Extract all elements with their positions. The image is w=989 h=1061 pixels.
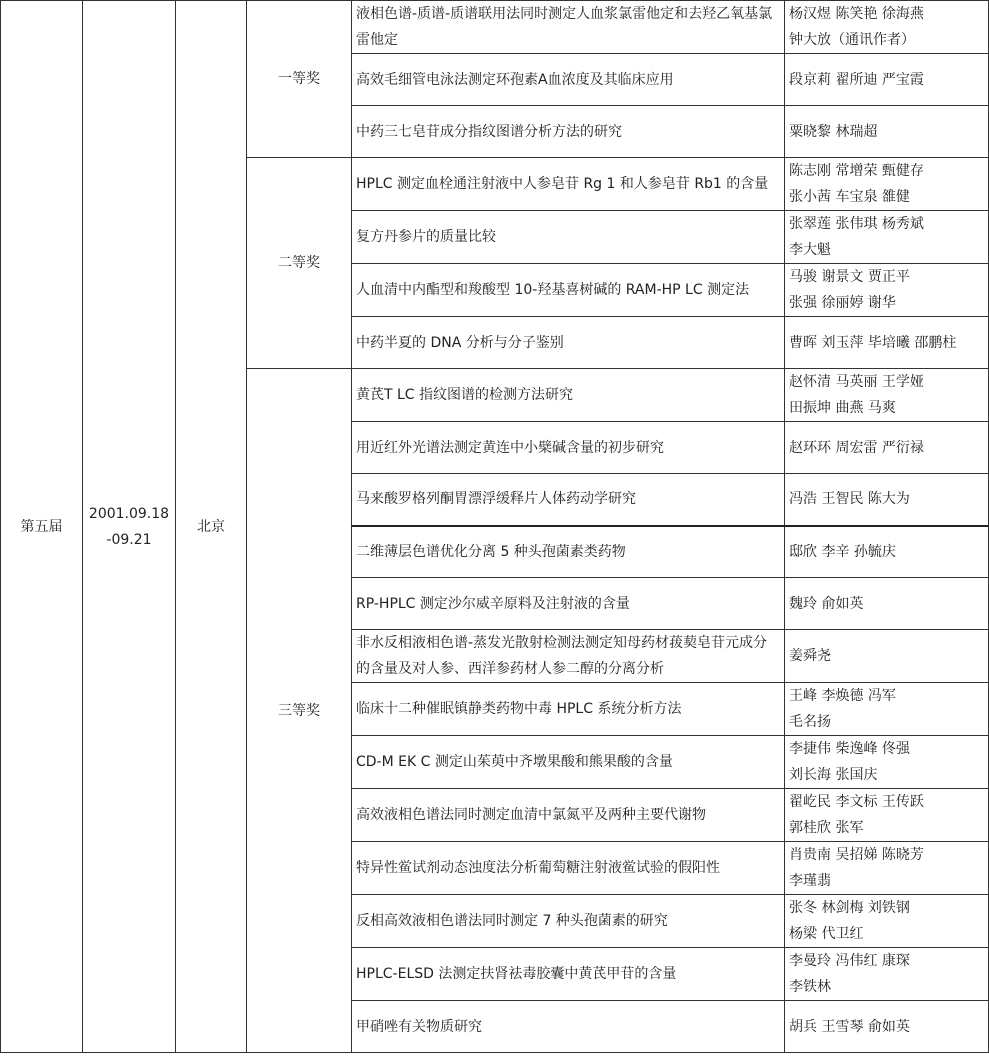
paper-authors <box>785 54 989 106</box>
paper-title: HPLC-ELSD 法测定扶肾祛毒胶囊中黄芪甲苷的含量 <box>352 948 785 1001</box>
author-line: 杨梁 代卫红 <box>789 926 864 942</box>
table-row <box>1 1 989 54</box>
author-line: 曹晖 刘玉萍 毕培曦 邵鹏柱 <box>789 334 957 351</box>
awards-table-body <box>1 1 989 1053</box>
paper-title: 中药半夏的 DNA 分析与分子鉴别 <box>352 317 785 369</box>
paper-title: 人血清中内酯型和羧酸型 10-羟基喜树碱的 RAM-HP LC 测定法 <box>352 264 785 317</box>
author-line: 张翠莲 张伟琪 杨秀斌 <box>789 216 924 232</box>
paper-title: 二维薄层色谱优化分离 5 种头孢菌素类药物 <box>352 526 785 578</box>
session-date-end: -09.21 <box>106 531 152 548</box>
paper-title: 高效液相色谱法同时测定血清中氯氮平及两种主要代谢物 <box>352 789 785 842</box>
paper-authors <box>785 630 989 683</box>
paper-authors <box>785 895 989 948</box>
author-line: 杨汉煜 陈笑艳 徐海燕 <box>789 6 924 22</box>
author-line: 田振坤 曲燕 马爽 <box>789 400 896 416</box>
paper-title: CD-M EK C 测定山茱萸中齐墩果酸和熊果酸的含量 <box>352 736 785 789</box>
paper-title: 用近红外光谱法测定黄连中小檗碱含量的初步研究 <box>352 422 785 474</box>
paper-authors <box>785 369 989 422</box>
author-line: 赵环环 周宏雷 严衍禄 <box>789 439 924 456</box>
author-line: 邸欣 李辛 孙毓庆 <box>789 543 896 560</box>
award-level: 一等奖 <box>247 1 352 158</box>
author-line: 李捷伟 柴逸峰 佟强 <box>789 741 910 757</box>
author-line: 翟屹民 李文标 王传跃 <box>789 794 924 810</box>
paper-title: 复方丹参片的质量比较 <box>352 211 785 264</box>
paper-authors <box>785 474 989 526</box>
author-line: 李铁林 <box>789 979 831 995</box>
author-line: 陈志刚 常增荣 甄健存 <box>789 163 924 179</box>
author-line: 粟晓黎 林瑞超 <box>789 123 878 140</box>
paper-authors <box>785 683 989 736</box>
award-level: 三等奖 <box>247 369 352 1053</box>
session-date <box>83 1 176 1053</box>
author-line: 钟大放（通讯作者） <box>789 32 915 48</box>
paper-title: 液相色谱-质谱-质谱联用法同时测定人血浆氯雷他定和去羟乙氧基氯雷他定 <box>352 1 785 54</box>
paper-authors <box>785 578 989 630</box>
paper-authors <box>785 948 989 1001</box>
session-location: 北京 <box>176 1 247 1053</box>
paper-title: 黄芪T LC 指纹图谱的检测方法研究 <box>352 369 785 422</box>
paper-title: 非水反相液相色谱-蒸发光散射检测法测定知母药材菝葜皂苷元成分的含量及对人参、西洋参药材人参二醇的分离分析 <box>352 630 785 683</box>
author-line: 冯浩 王智民 陈大为 <box>789 491 910 508</box>
paper-title: 反相高效液相色谱法同时测定 7 种头孢菌素的研究 <box>352 895 785 948</box>
author-line: 毛名扬 <box>789 714 831 730</box>
paper-authors <box>785 422 989 474</box>
author-line: 张小茜 车宝泉 雒健 <box>789 189 910 205</box>
paper-authors <box>785 317 989 369</box>
paper-title: RP-HPLC 测定沙尔威辛原料及注射液的含量 <box>352 578 785 630</box>
paper-title: 临床十二种催眠镇静类药物中毒 HPLC 系统分析方法 <box>352 683 785 736</box>
author-line: 郭桂欣 张军 <box>789 820 864 836</box>
paper-title: 马来酸罗格列酮胃漂浮缓释片人体药动学研究 <box>352 474 785 526</box>
author-line: 李曼玲 冯伟红 康琛 <box>789 953 910 969</box>
paper-authors <box>785 158 989 211</box>
author-line: 魏玲 俞如英 <box>789 595 864 612</box>
session-date-start: 2001.09.18 <box>88 505 170 522</box>
session-name: 第五届 <box>1 1 83 1053</box>
paper-title: 甲硝唑有关物质研究 <box>352 1001 785 1053</box>
paper-authors <box>785 736 989 789</box>
author-line: 张冬 林剑梅 刘铁钢 <box>789 900 910 916</box>
author-line: 姜舜尧 <box>789 648 831 664</box>
paper-title: 高效毛细管电泳法测定环孢素A血浓度及其临床应用 <box>352 54 785 106</box>
paper-title: HPLC 测定血栓通注射液中人参皂苷 Rg 1 和人参皂苷 Rb1 的含量 <box>352 158 785 211</box>
paper-authors <box>785 106 989 158</box>
paper-authors <box>785 264 989 317</box>
author-line: 肖贵南 吴招娣 陈晓芳 <box>789 847 924 863</box>
award-level: 二等奖 <box>247 158 352 369</box>
author-line: 李瑾翡 <box>789 873 831 889</box>
author-line: 王峰 李焕德 冯军 <box>789 688 896 704</box>
paper-authors <box>785 211 989 264</box>
paper-authors <box>785 842 989 895</box>
paper-title: 中药三七皂苷成分指纹图谱分析方法的研究 <box>352 106 785 158</box>
paper-authors <box>785 1001 989 1053</box>
author-line: 胡兵 王雪琴 俞如英 <box>789 1018 910 1035</box>
author-line: 李大魁 <box>789 242 831 258</box>
author-line: 刘长海 张国庆 <box>789 767 878 783</box>
author-line: 张强 徐丽婷 谢华 <box>789 295 896 311</box>
author-line: 段京莉 翟所迪 严宝霞 <box>789 71 924 88</box>
author-line: 马骏 谢景文 贾正平 <box>789 269 910 285</box>
paper-title: 特异性鲎试剂动态浊度法分析葡萄糖注射液鲎试验的假阳性 <box>352 842 785 895</box>
paper-authors <box>785 526 989 578</box>
paper-authors <box>785 789 989 842</box>
author-line: 赵怀清 马英丽 王学娅 <box>789 374 924 390</box>
paper-authors <box>785 1 989 54</box>
